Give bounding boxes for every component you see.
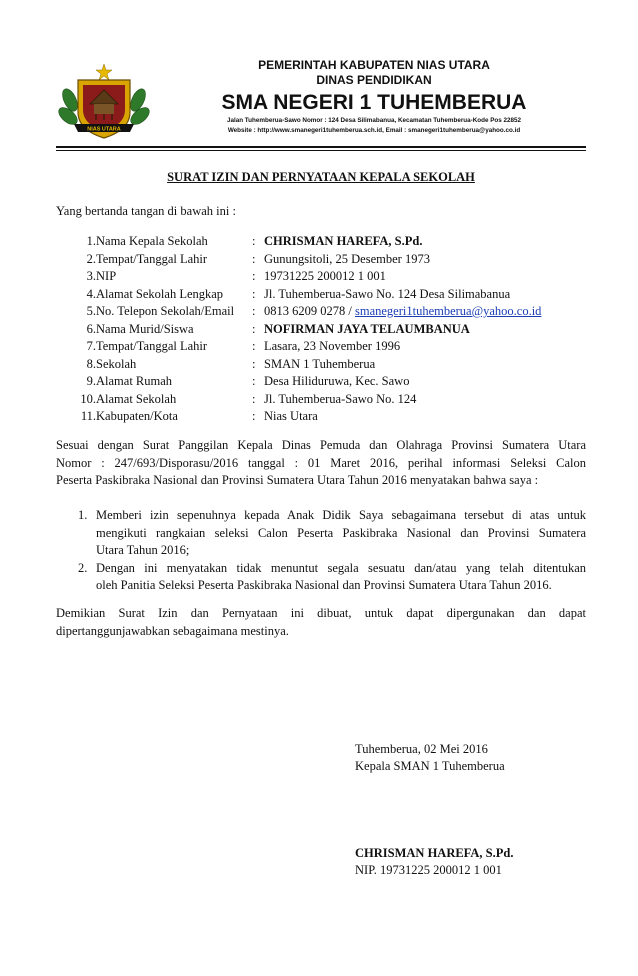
statement-line: mengikuti rangkaian seleksi Calon Peserta Paskibraka Nasional dan Provinsi Sumatera xyxy=(96,525,586,540)
row-colon: : xyxy=(252,251,256,266)
row-number: 5. xyxy=(86,304,96,318)
identity-row xyxy=(56,408,586,426)
row-value: Jl. Tuhemberua-Sawo No. 124 xyxy=(264,391,417,406)
row-colon: : xyxy=(252,356,256,371)
letter-title: SURAT IZIN DAN PERNYATAAN KEPALA SEKOLAH xyxy=(167,170,475,184)
signature-place-date: Tuhemberua, 02 Mei 2016 xyxy=(355,742,488,756)
statement-line: oleh Panitia Seleksi Peserta Paskibraka Nasional dan Provinsi Sumatera Utara Tahun 2016. xyxy=(96,578,552,592)
row-number: 8. xyxy=(86,356,96,371)
letterhead-department: DINAS PENDIDIKAN xyxy=(316,73,432,87)
identity-row xyxy=(56,356,586,374)
signatory-name: CHRISMAN HAREFA, S.Pd. xyxy=(355,846,514,860)
row-label: Sekolah xyxy=(96,356,137,371)
row-label: Nama Kepala Sekolah xyxy=(96,234,208,248)
email-link[interactable]: smanegeri1tuhemberua@yahoo.co.id xyxy=(354,304,542,318)
statement-line: Dengan ini menyatakan tidak menuntut segala sesuatu dan/atau yang telah ditentukan xyxy=(96,560,586,575)
row-label: Alamat Sekolah xyxy=(96,391,177,406)
phone-number: 0813 6209 0278 / xyxy=(264,304,355,318)
row-value: Desa Hiliduruwa, Kec. Sawo xyxy=(264,374,410,388)
regency-emblem-logo xyxy=(56,60,152,144)
row-value: CHRISMAN HAREFA, S.Pd. xyxy=(264,234,423,248)
paragraph-line: Peserta Paskibraka Nasional dan Provinsi Sumatera Utara Tahun 2016 menyatakan bahwa saya : xyxy=(56,473,539,487)
row-number: 7. xyxy=(86,339,96,353)
letterhead-divider-thick xyxy=(56,146,586,148)
row-label: Kabupaten/Kota xyxy=(96,409,178,423)
letterhead-school-name: SMA NEGERI 1 TUHEMBERUA xyxy=(221,91,527,114)
signature-position: Kepala SMAN 1 Tuhemberua xyxy=(355,759,505,773)
letterhead-divider-thin xyxy=(56,150,586,151)
statement-item xyxy=(56,560,586,595)
row-colon: : xyxy=(252,391,256,406)
row-colon: : xyxy=(252,234,256,248)
identity-row xyxy=(56,233,586,251)
statement-list xyxy=(56,507,586,595)
row-number: 3. xyxy=(86,269,96,283)
statement-number: 2. xyxy=(78,560,88,575)
statement-item xyxy=(56,507,586,560)
letterhead xyxy=(160,58,588,136)
row-label: No. Telepon Sekolah/Email xyxy=(96,304,235,318)
row-label: Nama Murid/Siswa xyxy=(96,321,194,336)
identity-row xyxy=(56,286,586,304)
row-colon: : xyxy=(252,286,256,301)
paragraph-line: dipertanggunjawabkan sebagaimana mestinya. xyxy=(56,623,289,638)
statement-number: 1. xyxy=(78,508,88,522)
letterhead-government: PEMERINTAH KABUPATEN NIAS UTARA xyxy=(258,58,490,72)
identity-row xyxy=(56,338,586,356)
row-value xyxy=(264,303,541,321)
row-number: 1. xyxy=(86,234,96,248)
closing-paragraph xyxy=(56,605,586,640)
paragraph-line: Demikian Surat Izin dan Pernyataan ini dibuat, untuk dapat dipergunakan dan dapat xyxy=(56,606,586,620)
signatory-nip: NIP. 19731225 200012 1 001 xyxy=(355,863,502,877)
paragraph-line: Nomor : 247/693/Disporasu/2016 tanggal : 01 Maret 2016, perihal informasi Seleksi Calon xyxy=(56,455,586,470)
row-label: Tempat/Tanggal Lahir xyxy=(96,339,208,353)
reference-paragraph xyxy=(56,437,586,490)
identity-row xyxy=(56,391,586,409)
row-colon: : xyxy=(252,269,256,283)
row-number: 9. xyxy=(86,374,96,388)
row-value: Lasara, 23 November 1996 xyxy=(264,339,401,353)
row-label: Alamat Rumah xyxy=(96,374,173,388)
row-colon: : xyxy=(252,409,256,423)
statement-line: Memberi izin sepenuhnya kepada Anak Didik Saya sebagaimana tersebut di atas untuk xyxy=(96,508,586,522)
paragraph-line: Sesuai dengan Surat Panggilan Kepala Dinas Pemuda dan Olahraga Provinsi Sumatera Utara xyxy=(56,438,586,452)
letterhead-website: Website : http://www.smanegeri1tuhemberua.sch.id, Email : smanegeri1tuhemberua@yahoo.co.id xyxy=(227,127,521,134)
intro-text: Yang bertanda tangan di bawah ini : xyxy=(56,204,236,218)
identity-row xyxy=(56,303,586,321)
letterhead-address: Jalan Tuhemberua-Sawo Nomor : 124 Desa Silimabanua, Kecamatan Tuhemberua-Kode Pos 22852 xyxy=(226,117,522,124)
identity-list xyxy=(56,233,586,426)
row-value: NOFIRMAN JAYA TELAUMBANUA xyxy=(264,321,470,336)
row-value: Nias Utara xyxy=(264,409,318,423)
row-number: 4. xyxy=(86,286,96,301)
row-colon: : xyxy=(252,321,256,336)
row-value: 19731225 200012 1 001 xyxy=(264,269,386,283)
row-value: SMAN 1 Tuhemberua xyxy=(264,356,376,371)
row-value: Gunungsitoli, 25 Desember 1973 xyxy=(264,251,430,266)
row-colon: : xyxy=(252,374,256,388)
row-label: Tempat/Tanggal Lahir xyxy=(96,251,208,266)
row-label: Alamat Sekolah Lengkap xyxy=(96,286,224,301)
row-colon: : xyxy=(252,304,256,318)
svg-text:NIAS UTARA: NIAS UTARA xyxy=(87,126,121,133)
identity-row xyxy=(56,251,586,269)
row-colon: : xyxy=(252,339,256,353)
identity-row xyxy=(56,268,586,286)
row-number: 6. xyxy=(86,321,96,336)
identity-row xyxy=(56,373,586,391)
row-number: 2. xyxy=(86,251,96,266)
row-value: Jl. Tuhemberua-Sawo No. 124 Desa Silimabanua xyxy=(264,286,511,301)
identity-row xyxy=(56,321,586,339)
row-number: 10. xyxy=(80,391,96,406)
statement-line: Utara Tahun 2016; xyxy=(96,543,190,557)
row-number: 11. xyxy=(80,409,96,423)
row-label: NIP xyxy=(96,269,117,283)
